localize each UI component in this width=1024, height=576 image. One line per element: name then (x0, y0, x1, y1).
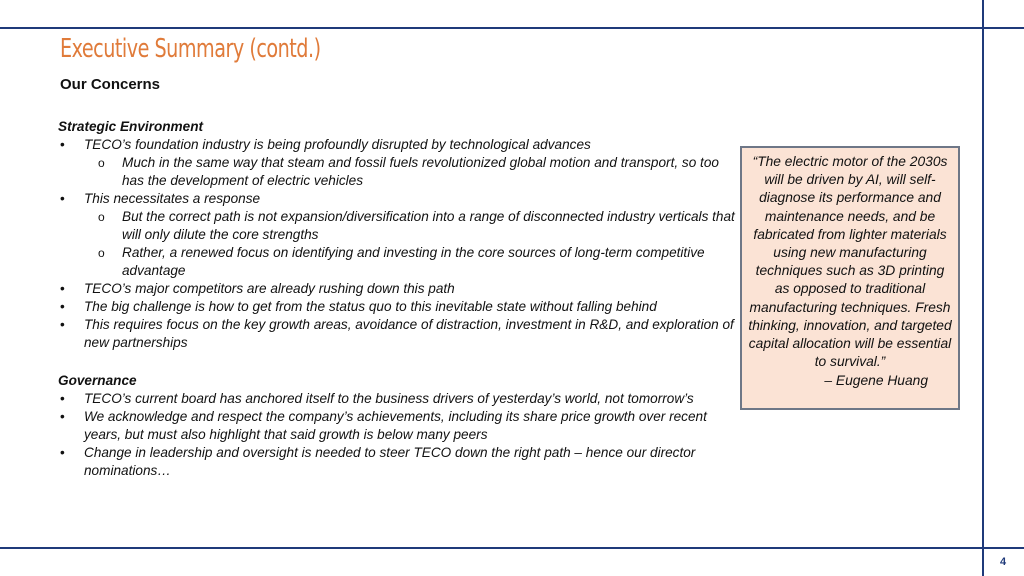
quote-author: – Eugene Huang (824, 373, 928, 389)
quote-text: “The electric motor of the 2030s will be driven by AI, will self-diagnose its performance and maintenance needs, and be fabricated from lighter materials using new manufacturing techniques such as 3D printing as opposed to traditional manufacturing techniques. Fresh thinking, innovation, and targeted capital allocation will be essential to survival.” (748, 154, 952, 370)
page-number: 4 (1000, 556, 1007, 568)
governance-bullet-list (58, 390, 738, 480)
slide-title: Executive Summary (contd.) (60, 34, 321, 64)
governance-heading: Governance (58, 373, 137, 388)
strategic-bullet-list (58, 136, 738, 352)
top-rule-line (0, 27, 1024, 29)
slide-subtitle: Our Concerns (60, 76, 161, 93)
right-rule-line (982, 0, 984, 576)
bullet-item: • TECO’s foundation industry is being profoundly disrupted by technological advances (58, 136, 738, 154)
bullet-item: • TECO’s major competitors are already rushing down this path (58, 280, 738, 298)
sub-bullet-item: o But the correct path is not expansion/diversification into a range of disconnected industry verticals that will only dilute the core strengths (58, 208, 738, 244)
sub-bullet-item: o Rather, a renewed focus on identifying and investing in the core sources of long-term competitive advantage (58, 244, 738, 280)
content-body (58, 118, 738, 480)
bullet-item: • Change in leadership and oversight is needed to steer TECO down the right path – hence our director nominations… (58, 444, 738, 480)
strategic-heading: Strategic Environment (58, 119, 204, 134)
bullet-item: • We acknowledge and respect the company’s achievements, including its share price growth over recent years, but must also highlight that said growth is below many peers (58, 408, 738, 444)
bullet-item: • This requires focus on the key growth areas, avoidance of distraction, investment in R&D, and exploration of new partnerships (58, 316, 738, 352)
quote-box (740, 146, 960, 410)
sub-bullet-item: o Much in the same way that steam and fossil fuels revolutionized global motion and transport, so too has the development of electric vehicles (58, 154, 738, 190)
bottom-rule-line (0, 547, 1024, 549)
section-spacer (58, 352, 738, 372)
bullet-item: • This necessitates a response (58, 190, 738, 208)
bullet-item: • TECO’s current board has anchored itself to the business drivers of yesterday’s world, not tomorrow’s (58, 390, 738, 408)
bullet-item: • The big challenge is how to get from the status quo to this inevitable state without falling behind (58, 298, 738, 316)
